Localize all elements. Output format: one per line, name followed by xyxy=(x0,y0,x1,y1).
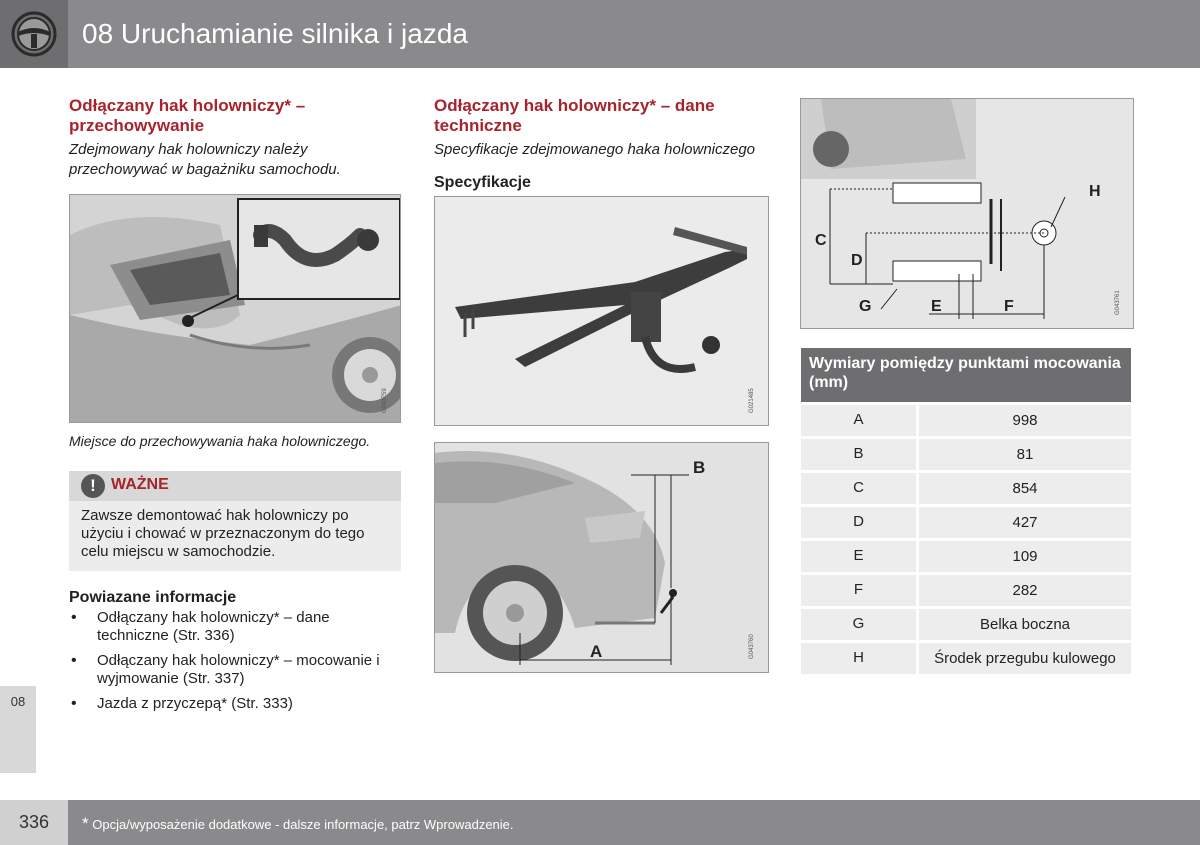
trunk-storage-image xyxy=(69,194,401,423)
storage-title: Odłączany hak holowniczy* – przechowywanie xyxy=(69,96,306,135)
row-key: D xyxy=(801,507,916,538)
image-code: G043760 xyxy=(749,634,755,659)
footnote xyxy=(82,814,514,834)
trunk-illustration xyxy=(70,195,401,423)
page-footer xyxy=(0,800,1200,845)
chapter-title: 08 Uruchamianie silnika i jazda xyxy=(82,18,468,49)
storage-section xyxy=(69,96,401,720)
label-g: G xyxy=(859,298,872,315)
image-code: G021485 xyxy=(749,388,755,413)
related-link[interactable]: • Odłączany hak holowniczy* – dane techniczne (Str. 336) xyxy=(69,609,401,645)
row-value: 81 xyxy=(919,439,1131,470)
footnote-text: Opcja/wyposażenie dodatkowe - dalsze informacje, patrz Wprowadzenie. xyxy=(92,817,514,832)
tech-data-section xyxy=(434,96,769,673)
warning-header xyxy=(69,471,401,501)
table-row xyxy=(801,439,1131,470)
image-caption: Miejsce do przechowywania haka holowniczego. xyxy=(69,433,371,449)
table-row xyxy=(801,507,1131,538)
label-a: A xyxy=(590,642,603,661)
dimension-diagram xyxy=(800,98,1134,329)
label-h: H xyxy=(1089,183,1101,200)
warning-body: Zawsze demontować hak holowniczy po użyciu i chować w przeznaczonym do tego celu miejscu w samochodzie. xyxy=(69,501,401,571)
page-number: 336 xyxy=(0,800,68,845)
dimension-table xyxy=(801,348,1131,674)
row-value: 282 xyxy=(919,575,1131,606)
label-f: F xyxy=(1004,298,1014,315)
table-row xyxy=(801,405,1131,436)
row-key: G xyxy=(801,609,916,640)
footnote-star: * xyxy=(82,814,89,833)
steering-wheel-icon xyxy=(0,0,68,68)
page-header xyxy=(0,0,1200,68)
label-e: E xyxy=(931,298,942,315)
chapter-icon-box xyxy=(0,0,68,68)
row-key: A xyxy=(801,405,916,436)
tech-title: Odłączany hak holowniczy* – dane techniczne xyxy=(434,96,715,135)
table-row xyxy=(801,609,1131,640)
row-value: 854 xyxy=(919,473,1131,504)
row-key: H xyxy=(801,643,916,674)
row-value: 998 xyxy=(919,405,1131,436)
row-value: Belka boczna xyxy=(919,609,1131,640)
warning-title: WAŻNE xyxy=(111,476,169,493)
spec-title: Specyfikacje xyxy=(434,174,531,191)
image-code: G043759 xyxy=(382,388,388,413)
chapter-tab[interactable]: 08 xyxy=(0,686,36,773)
label-c: C xyxy=(815,232,827,249)
related-link[interactable]: • Jazda z przyczepą* (Str. 333) xyxy=(69,695,401,713)
row-key: C xyxy=(801,473,916,504)
table-row xyxy=(801,541,1131,572)
table-row xyxy=(801,473,1131,504)
row-key: F xyxy=(801,575,916,606)
row-key: E xyxy=(801,541,916,572)
table-title: Wymiary pomiędzy punktami mocowania (mm) xyxy=(801,348,1131,402)
warning-icon: ! xyxy=(81,474,105,498)
image-code: G043761 xyxy=(1115,290,1121,315)
dimension-illustration xyxy=(801,99,1134,329)
row-value: 109 xyxy=(919,541,1131,572)
related-list xyxy=(69,609,401,713)
storage-intro: Zdejmowany hak holowniczy należy przechowywać w bagażniku samochodu. xyxy=(69,141,341,178)
car-rear-image xyxy=(434,442,769,673)
towbar-illustration xyxy=(435,197,769,426)
table-row xyxy=(801,575,1131,606)
table-row xyxy=(801,643,1131,674)
related-title: Powiazane informacje xyxy=(69,589,237,606)
row-value: 427 xyxy=(919,507,1131,538)
side-tab xyxy=(0,68,36,773)
related-link[interactable]: • Odłączany hak holowniczy* – mocowanie i wyjmowanie (Str. 337) xyxy=(69,652,401,688)
tech-intro: Specyfikacje zdejmowanego haka holowniczego xyxy=(434,141,756,158)
row-value: Środek przegubu kulowego xyxy=(919,643,1131,674)
towbar-image xyxy=(434,196,769,426)
car-rear-illustration xyxy=(435,443,769,673)
row-key: B xyxy=(801,439,916,470)
label-d: D xyxy=(851,252,863,269)
label-b: B xyxy=(693,458,706,477)
